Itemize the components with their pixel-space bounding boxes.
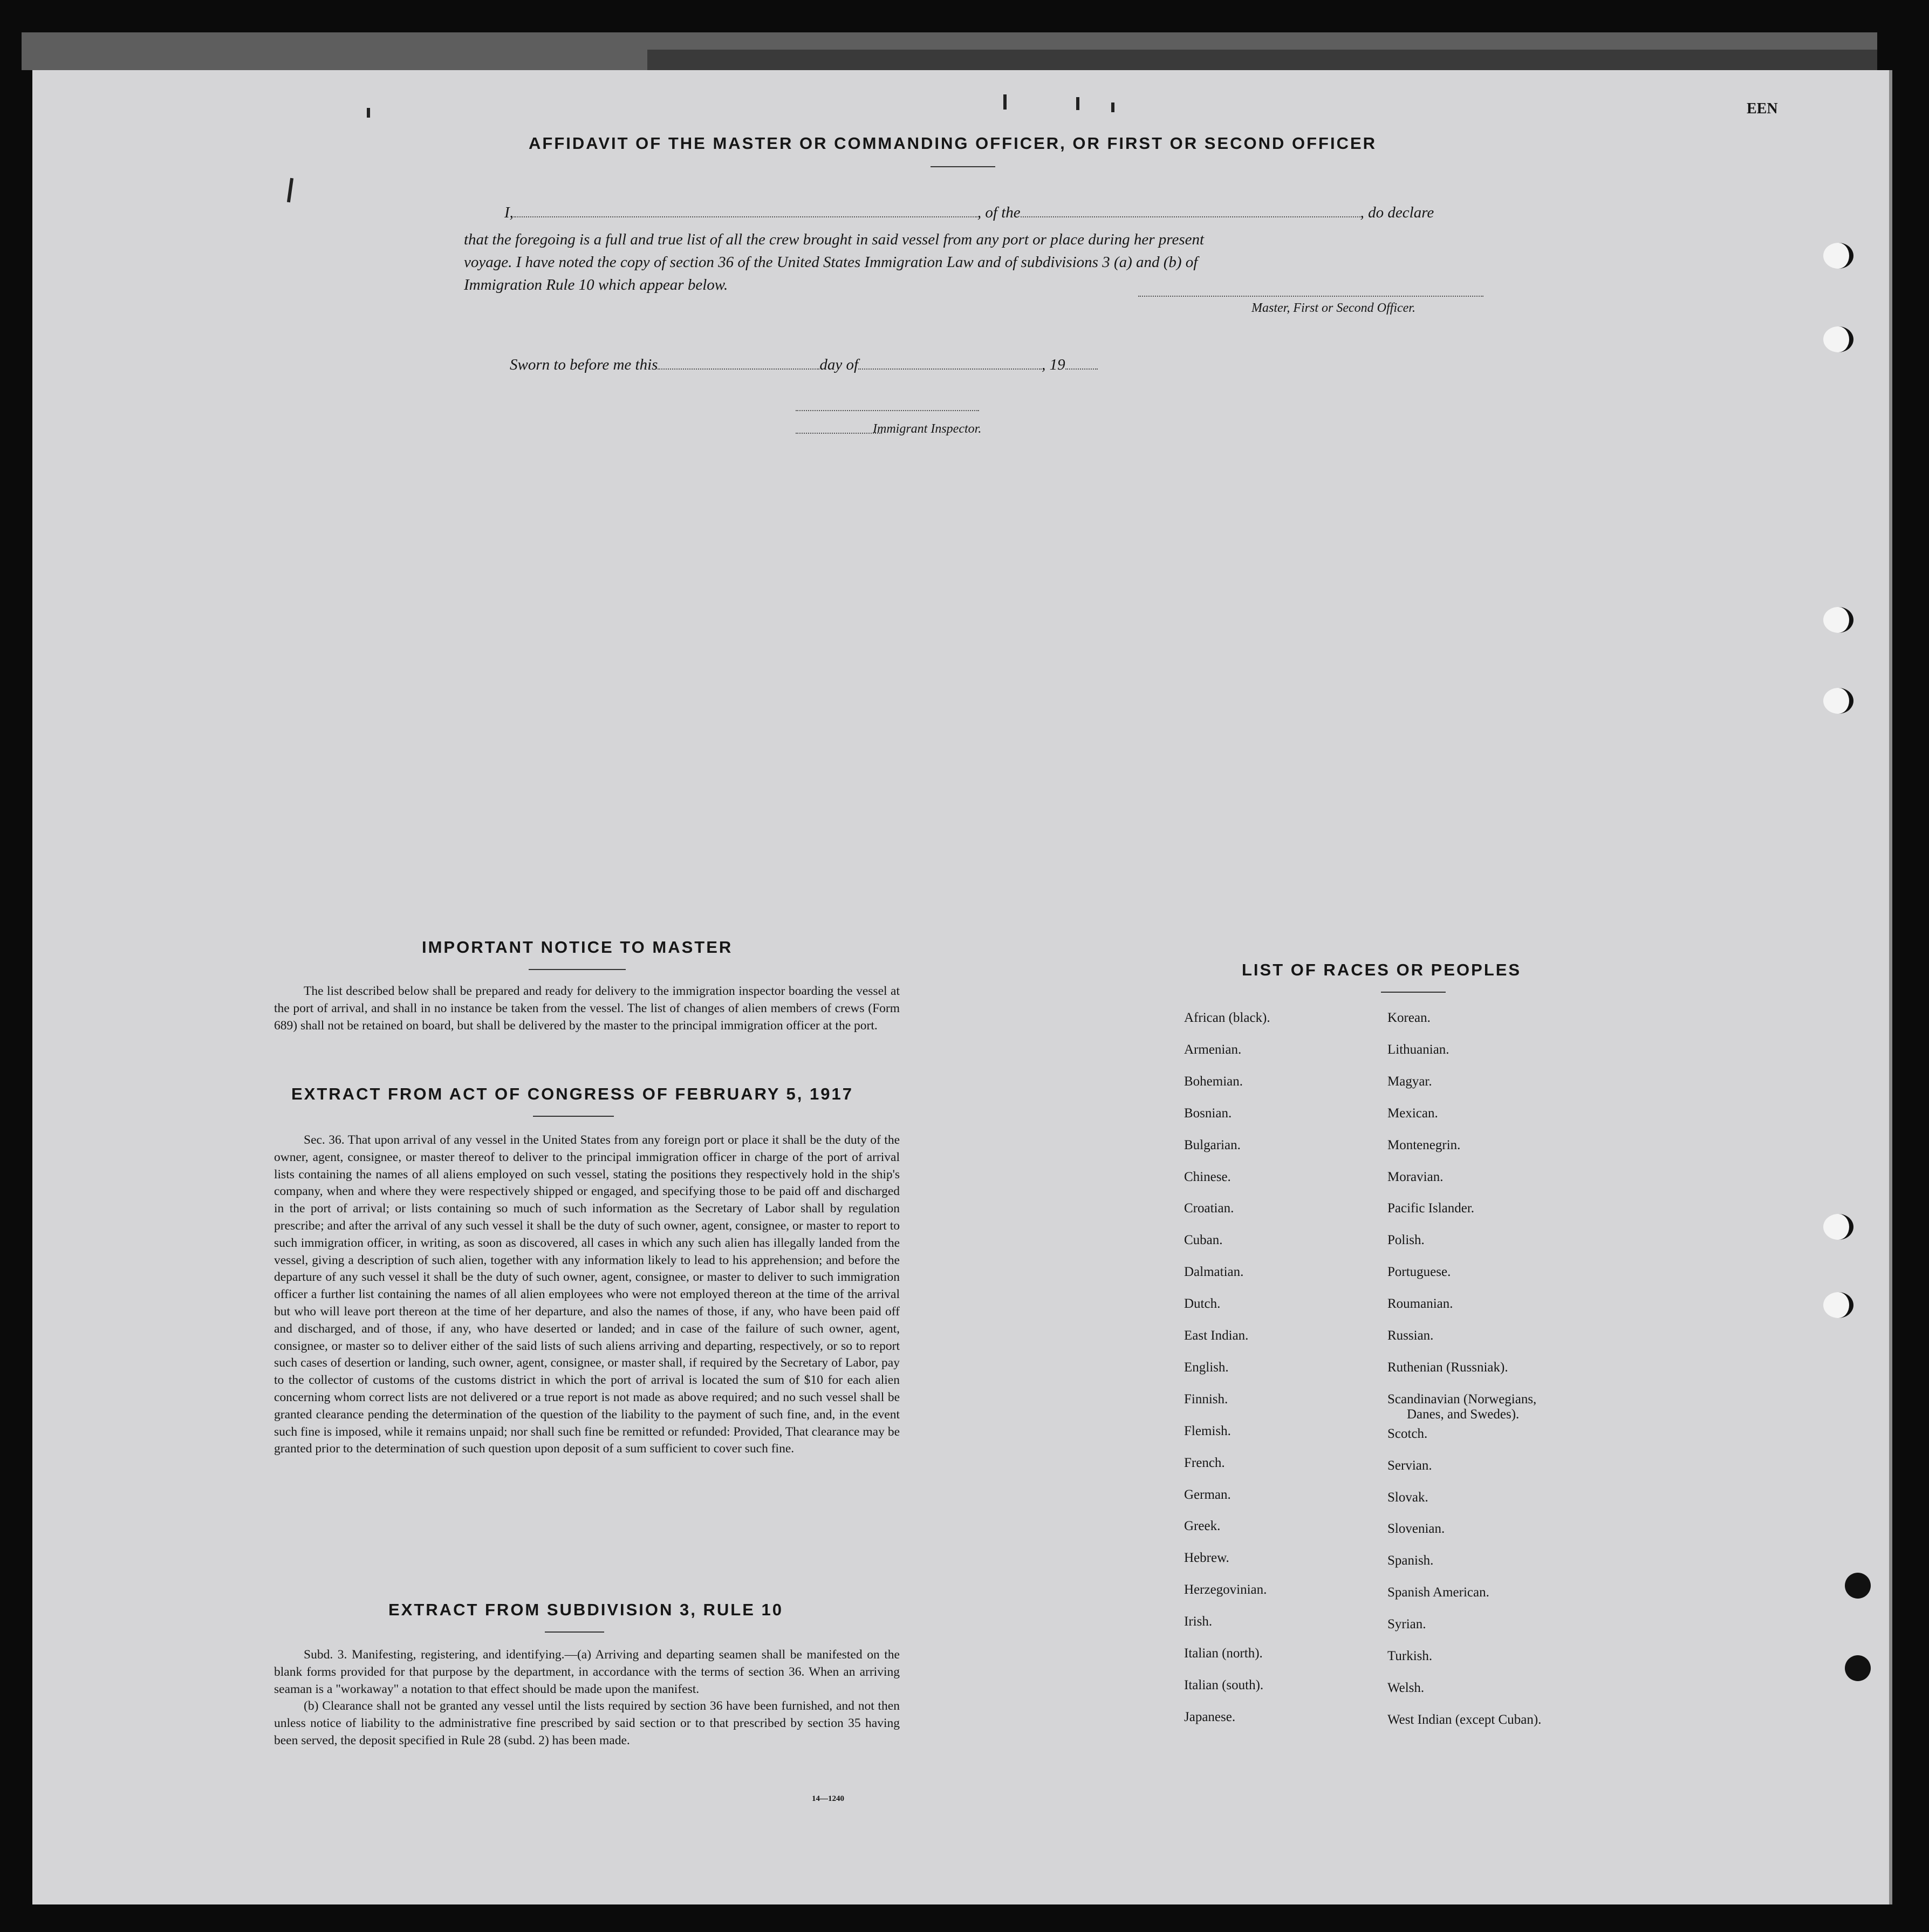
race-item: Flemish. (1184, 1423, 1231, 1438)
race-item: East Indian. (1184, 1328, 1249, 1343)
affidavit-declare: , do declare (1360, 204, 1434, 221)
affidavit-line-2: that the foregoing is a full and true list of all the crew brought in said vessel from any port or place during her present (464, 231, 1205, 248)
race-item: Herzegovinian. (1184, 1582, 1267, 1598)
races-underline (1381, 992, 1446, 993)
race-item: Slovak. (1387, 1490, 1428, 1505)
rule-extract-title: EXTRACT FROM SUBDIVISION 3, RULE 10 (388, 1600, 783, 1619)
sworn-prefix: Sworn to before me this (510, 356, 658, 373)
race-item: Servian. (1387, 1458, 1432, 1473)
inspector-line-2[interactable] (796, 433, 882, 434)
rule-extract-underline (545, 1631, 604, 1633)
ink-mark (1076, 97, 1079, 110)
binder-hole (1823, 607, 1853, 633)
race-item: Bohemian. (1184, 1074, 1243, 1089)
affidavit-of-the: , of the (977, 204, 1021, 221)
form-number: 14—1240 (812, 1794, 844, 1803)
race-item: Portuguese. (1387, 1265, 1451, 1280)
act-extract-title: EXTRACT FROM ACT OF CONGRESS OF FEBRUARY 5, 1917 (291, 1084, 853, 1103)
race-item: Korean. (1387, 1011, 1431, 1025)
inspector-line[interactable] (796, 410, 979, 411)
race-item: English. (1184, 1360, 1229, 1375)
act-extract-text (274, 1132, 900, 1458)
race-item: Scotch. (1387, 1426, 1428, 1441)
race-item: Italian (north). (1184, 1646, 1263, 1661)
sworn-year: , 19 (1042, 356, 1065, 373)
vessel-blank[interactable] (1021, 216, 1360, 217)
race-item: Pacific Islander. (1387, 1201, 1475, 1216)
race-item: West Indian (except Cuban). (1387, 1712, 1542, 1727)
act-extract-paragraph: Sec. 36. That upon arrival of any vessel in the United States from any foreign port or place it shall be the duty of the owner, agent, consignee, or master thereof to deliver to the principal immigration officer in charge of the port of arrival lists containing the names of all aliens employed on such vessel, stating the positions they respectively hold in the ship's company, when and where they were respectively shipped or engaged, and specifying those to be paid off and discharged in the port of arrival; or lists containing so much of such information as the Secretary of Labor shall by regulation prescribe; and after the arrival of any such vessel it shall be the duty of such owner, agent, consignee, or master to report to such immigration officer, in writing, as soon as discovered, all cases in which any such alien has illegally landed from the vessel, giving a description of such alien, together with any information likely to lead to his apprehension; and before the departure of any such vessel it shall be the duty of such owner, agent, consignee, or master to deliver to such immigration officer a further list containing the names of all alien employees who were not employed thereon at the time of the arrival but who will leave port thereon at the time of her departure, and also the names of those, if any, who have been paid off and discharged, and of those, if any, who have deserted or landed; and in case of the failure of such owner, agent, consignee, or master so to deliver either of the said lists of such aliens arriving and departing, respectively, or so to report such cases of desertion or landing, such owner, agent, consignee, or master shall, if required by the Secretary of Labor, pay to the collector of customs of the customs district in which the port of arrival is located the sum of $10 for each alien concerning whom correct lists are not delivered or a true report is not made as above required; and no such vessel shall be granted clearance pending the determination of the question of the liability to the payment of such fine, and, in the event such fine is imposed, while it remains unpaid; nor shall such fine be remitted or refunded: Provided, That clearance may be granted prior to the determination of such question upon deposit of a sum sufficient to cover such fine. (274, 1133, 900, 1456)
race-item: Armenian. (1184, 1042, 1242, 1057)
races-title: LIST OF RACES OR PEOPLES (1242, 960, 1522, 979)
race-item: Magyar. (1387, 1074, 1432, 1089)
race-item: Greek. (1184, 1519, 1221, 1534)
race-item: Welsh. (1387, 1680, 1425, 1695)
act-extract-underline (533, 1116, 614, 1117)
race-item: Dutch. (1184, 1296, 1221, 1312)
page-top-shadow (647, 50, 1877, 71)
signature-label: Master, First or Second Officer. (1251, 301, 1415, 315)
race-item: Finnish. (1184, 1391, 1228, 1407)
binder-hole (1823, 243, 1853, 269)
rule-paragraph-b: (b) Clearance shall not be granted any vessel until the lists required by section 36 have been furnished, and not then unless notice of liability to the administrative fine prescribed by said section or to that prescribed by section 35 having been served, the deposit specified in Rule 28 (subd. 2) has been made. (274, 1699, 900, 1747)
race-item: Chinese. (1184, 1169, 1231, 1184)
affidavit-line-1 (504, 204, 1434, 222)
name-blank[interactable] (514, 216, 977, 217)
race-item: Slovenian. (1387, 1521, 1445, 1537)
race-item: Croatian. (1184, 1201, 1234, 1216)
rule-extract-text (274, 1647, 900, 1750)
sworn-line (510, 356, 1098, 374)
sworn-month-blank[interactable] (858, 368, 1042, 370)
affidavit-title: AFFIDAVIT OF THE MASTER OR COMMANDING OFFICER, OR FIRST OR SECOND OFFICER (529, 134, 1377, 153)
race-item: Spanish. (1387, 1553, 1434, 1568)
ink-mark (1111, 103, 1114, 112)
race-item: Ruthenian (Russniak). (1387, 1360, 1508, 1375)
affidavit-line-4: Immigration Rule 10 which appear below. (464, 276, 728, 293)
binder-hole (1823, 688, 1853, 714)
binder-hole (1845, 1655, 1871, 1681)
race-item: Dalmatian. (1184, 1265, 1244, 1280)
race-item: Scandinavian (Norwegians, (1387, 1391, 1537, 1407)
inspector-label: Immigrant Inspector. (873, 422, 982, 436)
sworn-year-blank[interactable] (1065, 368, 1098, 370)
notice-paragraph: The list described below shall be prepared and ready for delivery to the immigration inspector boarding the vessel at the port of arrival, and shall in no instance be taken from the vessel. The list of changes of alien members of crews (Form 689) shall not be retained on board, but shall be delivered by the master to the principal immigration officer at the port. (274, 984, 900, 1033)
race-item: Mexican. (1387, 1105, 1438, 1121)
ink-mark (367, 108, 370, 118)
race-item: French. (1184, 1455, 1225, 1470)
race-item: Roumanian. (1387, 1296, 1453, 1312)
race-item: Turkish. (1387, 1649, 1433, 1663)
race-item: African (black). (1184, 1011, 1270, 1025)
race-item: Russian. (1387, 1328, 1434, 1343)
title-underline (931, 166, 995, 167)
affidavit-line-3: voyage. I have noted the copy of section 36 of the United States Immigration Law and of subdivisions 3 (a) and (b) of (464, 254, 1198, 271)
signature-line[interactable] (1138, 296, 1483, 297)
notice-text (274, 983, 900, 1034)
binder-hole (1845, 1573, 1871, 1599)
race-item: Irish. (1184, 1614, 1213, 1629)
race-item: Moravian. (1387, 1169, 1444, 1184)
affidavit-i: I, (504, 204, 514, 221)
race-item: Spanish American. (1387, 1585, 1489, 1600)
binder-hole (1823, 1292, 1853, 1318)
sworn-day-of: day of (819, 356, 859, 373)
binder-hole (1823, 326, 1853, 352)
binder-hole (1823, 1214, 1853, 1240)
race-item: Japanese. (1184, 1709, 1236, 1724)
race-item: Cuban. (1184, 1233, 1223, 1248)
race-item: Montenegrin. (1387, 1137, 1461, 1152)
race-item: Lithuanian. (1387, 1042, 1449, 1057)
sworn-day-blank[interactable] (658, 368, 819, 370)
notice-underline (529, 969, 626, 970)
race-item: German. (1184, 1487, 1231, 1502)
race-item: Syrian. (1387, 1617, 1426, 1632)
rule-paragraph-a: Subd. 3. Manifesting, registering, and identifying.—(a) Arriving and departing seamen shall be manifested on the blank forms provided for that purpose by the department, in accordance with the terms of section 36. When an arriving seaman is a "workaway" a notation to that effect should be made upon the manifest. (274, 1648, 900, 1696)
race-item: Hebrew. (1184, 1551, 1229, 1566)
race-item: Bosnian. (1184, 1105, 1232, 1121)
notice-title: IMPORTANT NOTICE TO MASTER (422, 938, 733, 957)
ink-mark (1003, 94, 1007, 110)
corner-label: EEN (1747, 100, 1778, 117)
race-item: Bulgarian. (1184, 1137, 1241, 1152)
race-scandinavian-continuation: Danes, and Swedes). (1407, 1407, 1520, 1422)
race-item: Polish. (1387, 1233, 1425, 1248)
race-item: Italian (south). (1184, 1677, 1264, 1692)
